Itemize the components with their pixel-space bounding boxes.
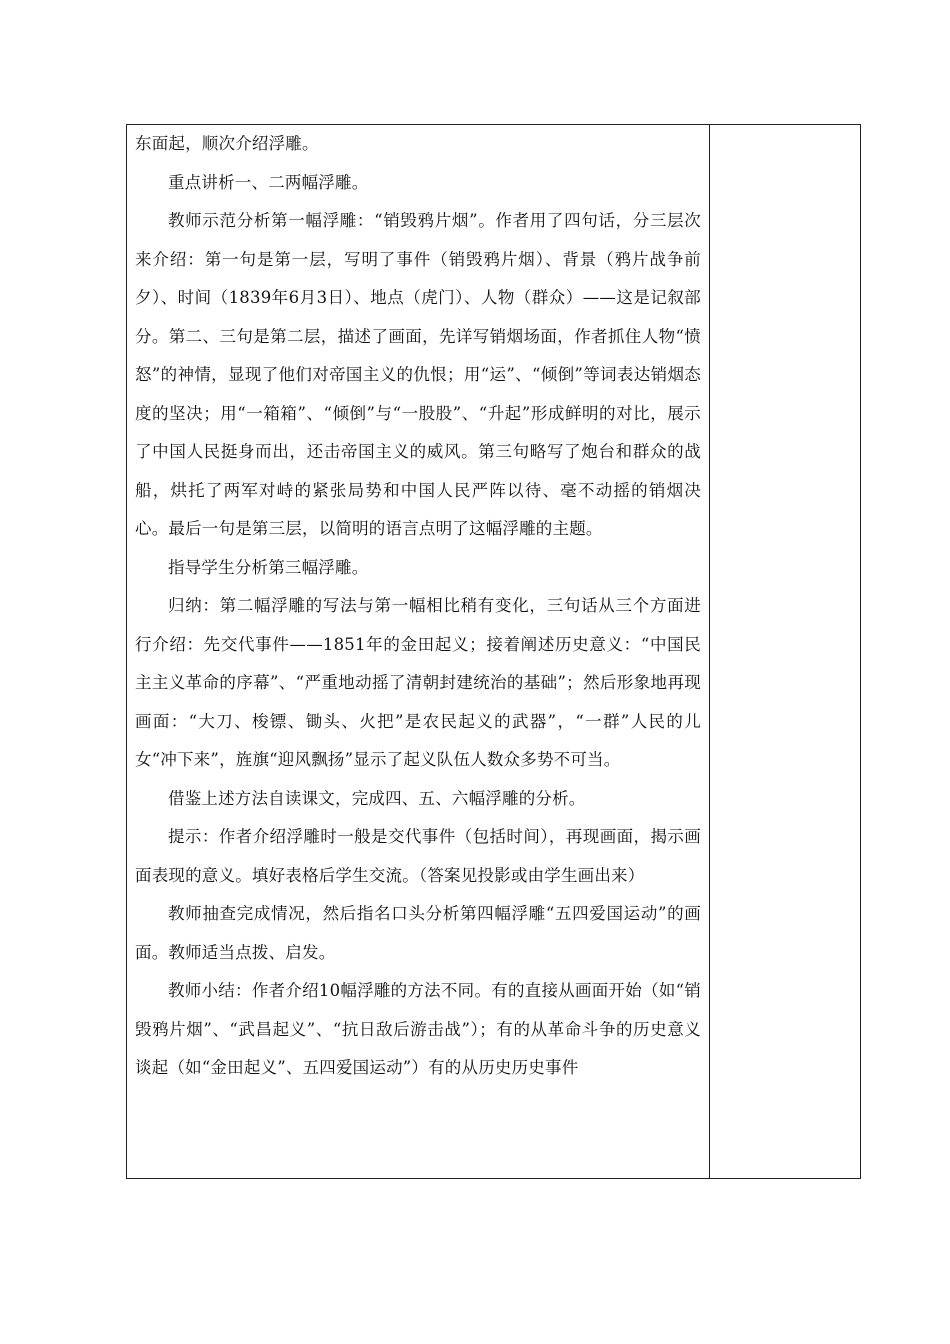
paragraph-check: 教师抽查完成情况，然后指名口头分析第四幅浮雕“五四爱国运动”的画面。教师适当点拨、启发。: [135, 904, 701, 962]
paragraph-summary: 归纳：第二幅浮雕的写法与第一幅相比稍有变化，三句话从三个方面进行介绍：先交代事件——1851年的金田起义；接着阐述历史意义：“中国民主主义革命的序幕”、“严重地动摇了清朝封建统治的基础”；然后形象地再现画面：“大刀、梭镖、锄头、火把”是农民起义的武器”，“一群”人民的儿女“冲下来”，旌旗“迎风飘扬”显示了起义队伍人数众多势不可当。: [135, 596, 701, 769]
paragraph-focus: 重点讲析一、二两幅浮雕。: [168, 172, 369, 192]
column-divider: [709, 125, 710, 1178]
paragraph-teacher-summary: 教师小结：作者介绍10幅浮雕的方法不同。有的直接从画面开始（如“销毁鸦片烟”、“武昌起义”、“抗日敌后游击战”）；有的从革命斗争的历史意义谈起（如“金田起义”、五四爱国运动”）有的从历史历史事件: [135, 981, 701, 1077]
paragraph-hint: 提示：作者介绍浮雕时一般是交代事件（包括时间），再现画面，揭示画面表现的意义。填好表格后学生交流。（答案见投影或由学生画出来）: [135, 827, 701, 885]
paragraph-continuation: 东面起，顺次介绍浮雕。: [135, 134, 319, 153]
notes-cell: [711, 125, 860, 1178]
lesson-content-cell: [135, 125, 701, 1178]
paragraph-teacher-demo: 教师示范分析第一幅浮雕：“销毁鸦片烟”。作者用了四句话，分三层次来介绍：第一句是第一层，写明了事件（销毁鸦片烟）、背景（鸦片战争前夕）、时间（1839年6月3日）、地点（虎门）、人物（群众）——这是记叙部分。第二、三句是第二层，描述了画面，先详写销烟场面，作者抓住人物“愤怒”的神情，显现了他们对帝国主义的仇恨；用“运”、“倾倒”等词表达销烟态度的坚决；用“一箱箱”、“倾倒”与“一股股”、“升起”形成鲜明的对比，展示了中国人民挺身而出，还击帝国主义的威风。第三句略写了炮台和群众的战船，烘托了两军对峙的紧张局势和中国人民严阵以待、毫不动摇的销烟决心。最后一句是第三层，以简明的语言点明了这幅浮雕的主题。: [135, 211, 701, 538]
lesson-table: [126, 124, 861, 1179]
paragraph-guide-students: 指导学生分析第三幅浮雕。: [168, 557, 369, 577]
paragraph-self-read: 借鉴上述方法自读课文，完成四、五、六幅浮雕的分析。: [168, 788, 586, 808]
